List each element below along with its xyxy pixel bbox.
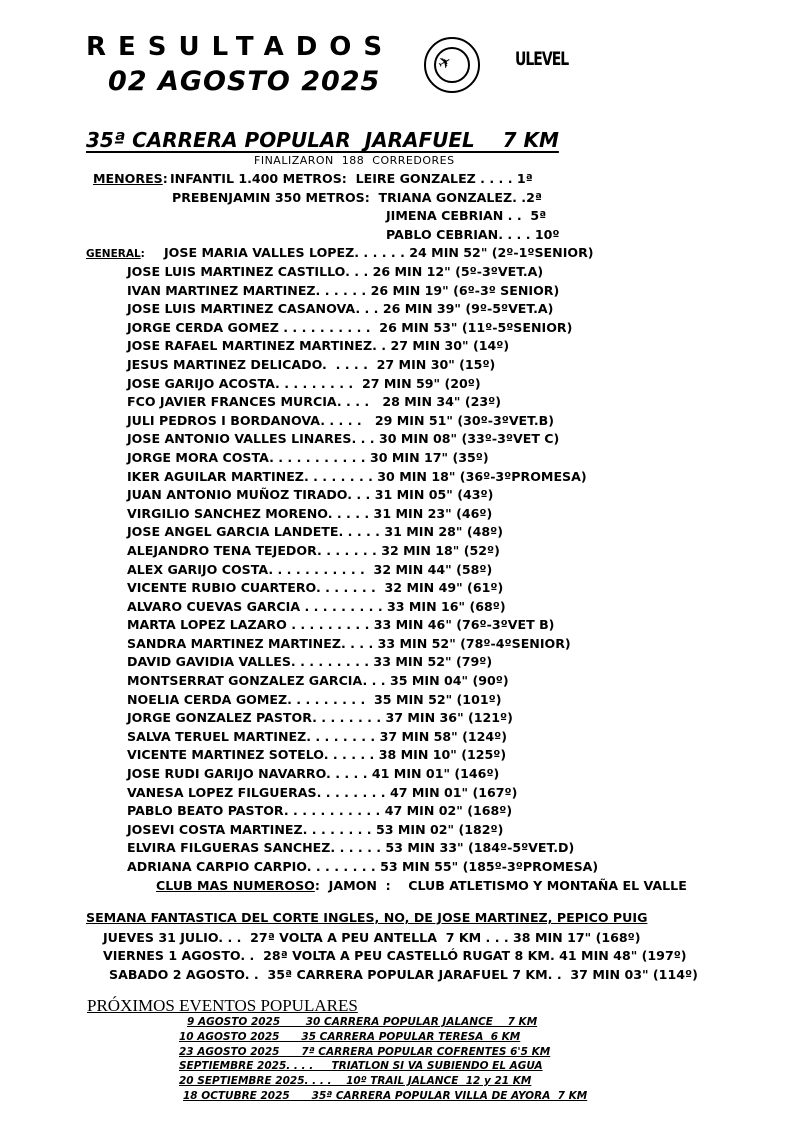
menores-line: PREBENJAMIN 350 METROS: TRIANA GONZALEZ. .2ª [172,190,542,205]
result-row: VICENTE MARTINEZ SOTELO. . . . . . 38 MIN 10" (125º) [127,747,507,763]
event-item: 20 SEPTIEMBRE 2025. . . . 10º TRAIL JALANCE 12 y 21 KM [179,1075,532,1087]
result-row: JESUS MARTINEZ DELICADO. . . . . 27 MIN 30" (15º) [127,356,496,372]
result-row: JOSE LUIS MARTINEZ CASTILLO. . . 26 MIN 12" (5º-3ºVET.A) [127,264,544,279]
result-row: SALVA TERUEL MARTINEZ. . . . . . . . 37 MIN 58" (124º) [127,728,507,744]
result-row: ALEX GARIJO COSTA. . . . . . . . . . . 32 MIN 44" (58º) [127,561,493,577]
result-row: JOSE ANGEL GARCIA LANDETE. . . . . 31 MIN 28" (48º) [127,524,503,540]
result-row: JOSE RUDI GARIJO NAVARRO. . . . . 41 MIN 01" (146º) [127,766,500,782]
result-row: JOSE LUIS MARTINEZ CASANOVA. . . 26 MIN 39" (9º-5ºVET.A) [127,301,554,317]
result-row: VANESA LOPEZ FILGUERAS. . . . . . . . 47 MIN 01" (167º) [127,784,518,800]
result-row: JULI PEDROS I BORDANOVA. . . . . 29 MIN 51" (30º-3ºVET.B) [127,412,554,428]
title: RESULTADOS [86,32,395,62]
event-item: SEPTIEMBRE 2025. . . . TRIATLON SI VA SUBIENDO EL AGUA [179,1060,543,1072]
result-row: DAVID GAVIDIA VALLES. . . . . . . . . 33 MIN 52" (79º) [127,654,493,670]
result-row: JORGE GONZALEZ PASTOR. . . . . . . . 37 MIN 36" (121º) [127,710,513,726]
result-row: VICENTE RUBIO CUARTERO. . . . . . . 32 MIN 49" (61º) [127,580,504,596]
club-logo [424,37,480,93]
menores-line: PABLO CEBRIAN. . . . 10º [386,227,560,242]
semana-line: SABADO 2 AGOSTO. . 35ª CARRERA POPULAR JARAFUEL 7 KM. . 37 MIN 03" (114º) [109,967,698,982]
event-item: 23 AGOSTO 2025 7ª CARRERA POPULAR COFRENTES 6'5 KM [179,1046,551,1058]
result-row: IKER AGUILAR MARTINEZ. . . . . . . . 30 MIN 18" (36º-3ºPROMESA) [127,468,587,484]
event-item: 18 OCTUBRE 2025 35ª CARRERA POPULAR VILLA DE AYORA 7 KM [183,1090,588,1102]
result-row: MONTSERRAT GONZALEZ GARCIA. . . 35 MIN 04" (90º) [127,673,509,689]
result-row: JORGE CERDA GOMEZ . . . . . . . . . . 26 MIN 53" (11º-5ºSENIOR) [127,319,573,335]
result-row: IVAN MARTINEZ MARTINEZ. . . . . . 26 MIN 19" (6º-3º SENIOR) [127,282,560,298]
result-row: ADRIANA CARPIO CARPIO. . . . . . . . 53 MIN 55" (185º-3ºPROMESA) [127,859,599,874]
event-item: 9 AGOSTO 2025 30 CARRERA POPULAR JALANCE 7 KM [187,1016,538,1028]
general-label: GENERAL: [86,248,145,260]
event-item: 10 AGOSTO 2025 35 CARRERA POPULAR TERESA 6 KM [179,1031,521,1043]
result-row: VIRGILIO SANCHEZ MORENO. . . . . 31 MIN 23" (46º) [127,505,493,521]
result-row: JOSE GARIJO ACOSTA. . . . . . . . . 27 MIN 59" (20º) [127,375,481,391]
menores-line: JIMENA CEBRIAN . . 5ª [386,208,547,223]
menores-line: INFANTIL 1.400 METROS: LEIRE GONZALEZ . . . . 1ª [170,171,533,186]
runner-icon: ✈ [434,50,456,75]
menores-label: MENORES: [93,171,168,186]
proximos-title: PRÓXIMOS EVENTOS POPULARES [87,996,358,1015]
result-row: SANDRA MARTINEZ MARTINEZ. . . . 33 MIN 52" (78º-4ºSENIOR) [127,635,571,651]
semana-line: JUEVES 31 JULIO. . . 27ª VOLTA A PEU ANTELLA 7 KM . . . 38 MIN 17" (168º) [103,930,641,945]
general-first: JOSE MARIA VALLES LOPEZ. . . . . . 24 MIN 52" (2º-1ºSENIOR) [164,245,594,260]
club-line: CLUB MAS NUMEROSO: JAMON : CLUB ATLETISMO Y MONTAÑA EL VALLE [156,878,687,893]
result-row: MARTA LOPEZ LAZARO . . . . . . . . . 33 MIN 46" (76º-3ºVET B) [127,617,555,633]
brand-logo: ULEVEL [515,49,569,71]
result-row: ALEJANDRO TENA TEJEDOR. . . . . . . 32 MIN 18" (52º) [127,542,500,558]
result-row: JOSE ANTONIO VALLES LINARES. . . 30 MIN 08" (33º-3ºVET C) [127,431,560,447]
date-heading: 02 AGOSTO 2025 [108,66,381,97]
result-row: ELVIRA FILGUERAS SANCHEZ. . . . . . 53 MIN 33" (184º-5ºVET.D) [127,840,575,856]
result-row: FCO JAVIER FRANCES MURCIA. . . . 28 MIN 34" (23º) [127,394,501,410]
result-row: ALVARO CUEVAS GARCIA . . . . . . . . . 33 MIN 16" (68º) [127,598,506,614]
result-row: JORGE MORA COSTA. . . . . . . . . . . 30 MIN 17" (35º) [127,449,489,465]
result-row: JOSEVI COSTA MARTINEZ. . . . . . . . 53 MIN 02" (182º) [127,821,504,837]
semana-line: VIERNES 1 AGOSTO. . 28ª VOLTA A PEU CASTELLÓ RUGAT 8 KM. 41 MIN 48" (197º) [103,948,687,963]
result-row: NOELIA CERDA GOMEZ. . . . . . . . . 35 MIN 52" (101º) [127,691,502,707]
result-row: PABLO BEATO PASTOR. . . . . . . . . . . 47 MIN 02" (168º) [127,803,513,819]
race-title: 35ª CARRERA POPULAR JARAFUEL 7 KM [86,128,559,152]
result-row: JOSE RAFAEL MARTINEZ MARTINEZ. . 27 MIN 30" (14º) [127,338,510,354]
semana-title: SEMANA FANTASTICA DEL CORTE INGLES, NO, DE JOSE MARTINEZ, PEPICO PUIG [86,910,648,925]
finishers-count: FINALIZARON 188 CORREDORES [254,154,455,167]
result-row: JUAN ANTONIO MUÑOZ TIRADO. . . 31 MIN 05" (43º) [127,487,494,503]
general-results-list [127,263,598,877]
